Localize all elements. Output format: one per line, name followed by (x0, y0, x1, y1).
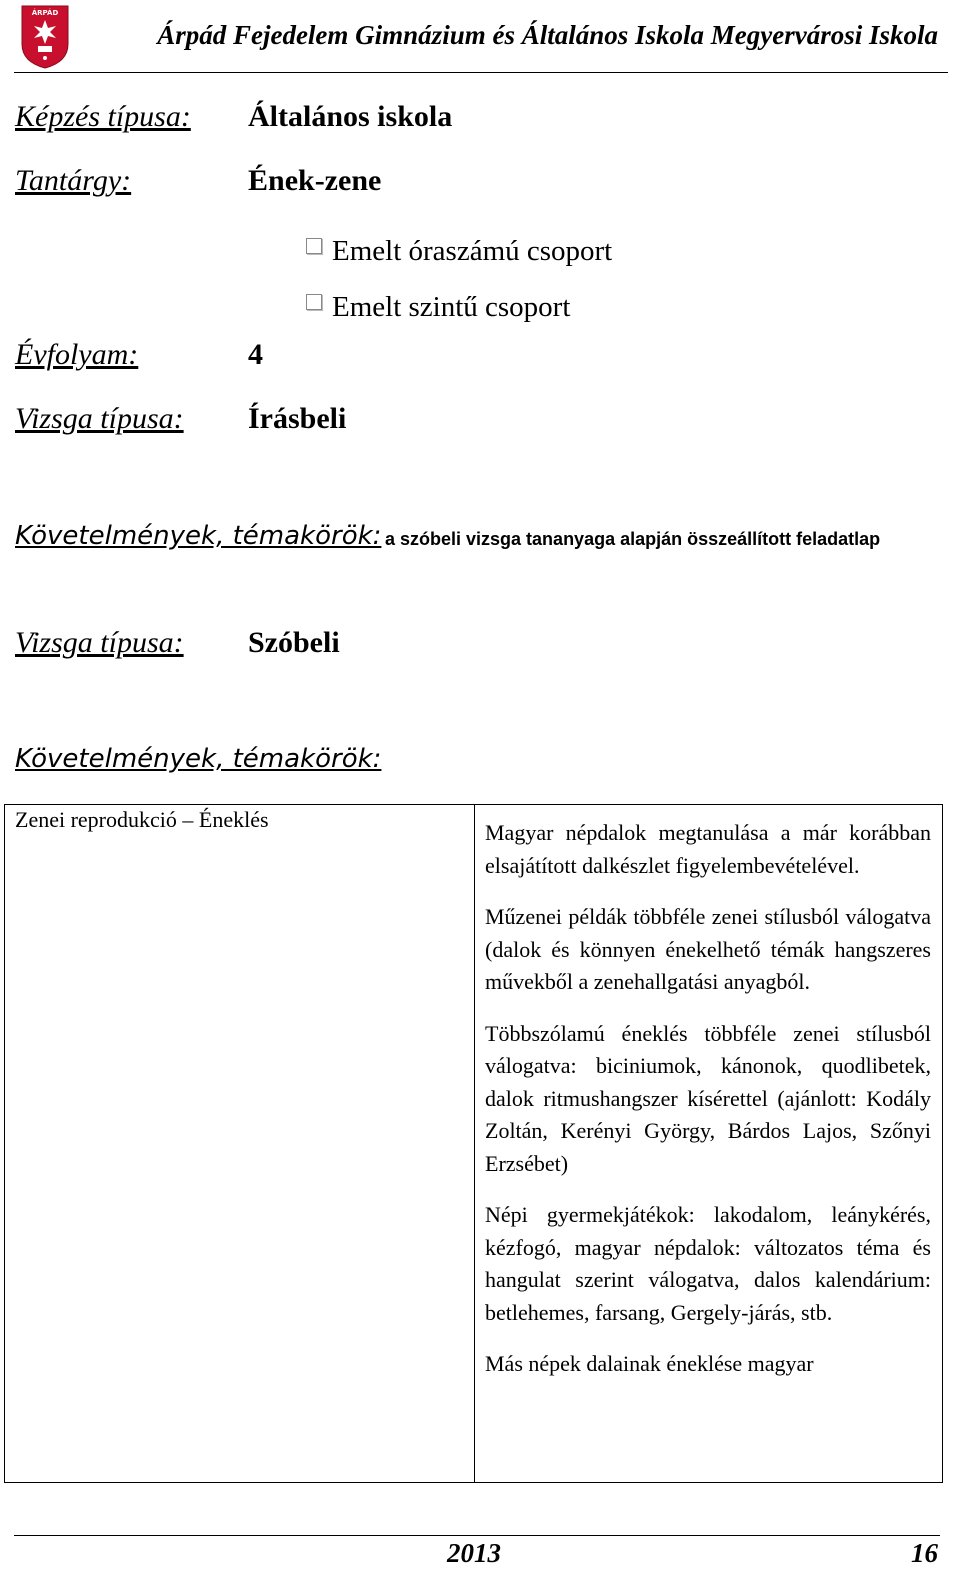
option-label: Emelt óraszámú csoport (332, 235, 613, 267)
page-header (0, 0, 960, 76)
training-type-value: Általános iskola (248, 100, 453, 133)
content-paragraph: Többszólamú éneklés többféle zenei stílusból válogatva: biciniumok, kánonok, quodlibetek, dalok ritmushangszer kísérettel (ajánlott: Kodály Zoltán, Kerényi György, Bárdos Lajos, Szőnyi Erzsébet) (485, 1020, 931, 1176)
requirements-label-written: Követelmények, témakörök: (15, 521, 382, 551)
content-paragraph: Más népek dalainak éneklése magyar (485, 1351, 814, 1376)
exam-type-label-oral: Vizsga típusa: (15, 626, 184, 659)
content-cell (485, 817, 931, 1400)
content-paragraph: Népi gyermekjátékok: lakodalom, leánykérés, kézfogó, magyar népdalok: változatos téma és hangulat szerint válogatva, dalos kalendárium: betlehemes, farsang, Gergely-járás, stb. (485, 1202, 931, 1325)
footer-divider (14, 1535, 940, 1536)
page-number: 16 (911, 1538, 938, 1568)
exam-type-label-written: Vizsga típusa: (15, 402, 184, 435)
subject-value: Ének-zene (248, 164, 382, 197)
option-label: Emelt szintű csoport (332, 291, 571, 323)
option-advanced-hours[interactable] (306, 235, 612, 268)
subject-label: Tantárgy: (15, 164, 132, 197)
checkbox-icon[interactable] (306, 294, 322, 310)
school-name: Árpád Fejedelem Gimnázium és Általános Iskola Megyervárosi Iskola (157, 20, 938, 50)
content-paragraph: Műzenei példák többféle zenei stílusból válogatva (dalok és könnyen énekelhető témák hangszeres művekből a zenehallgatási anyagból. (485, 904, 931, 994)
exam-type-value-written: Írásbeli (248, 402, 347, 435)
content-paragraph: Magyar népdalok megtanulása a már korábban elsajátított dalkészlet figyelembevételével. (485, 820, 931, 878)
footer-year: 2013 (447, 1538, 501, 1568)
requirements-table (4, 804, 943, 1483)
topic-cell: Zenei reprodukció – Éneklés (15, 807, 269, 832)
svg-text:ÁRPÁD: ÁRPÁD (31, 9, 59, 17)
grade-value: 4 (248, 338, 263, 371)
exam-type-value-oral: Szóbeli (248, 626, 340, 659)
header-divider (14, 72, 948, 73)
checkbox-icon[interactable] (306, 238, 322, 254)
grade-label: Évfolyam: (15, 338, 139, 371)
training-type-label: Képzés típusa: (15, 100, 191, 133)
requirements-label-oral: Követelmények, témakörök: (15, 744, 382, 774)
school-crest-logo (20, 4, 70, 70)
option-advanced-level[interactable] (306, 291, 570, 324)
requirements-note-written: a szóbeli vizsga tananyaga alapján összeállított feladatlap (385, 529, 881, 549)
table-column-divider (474, 805, 475, 1482)
